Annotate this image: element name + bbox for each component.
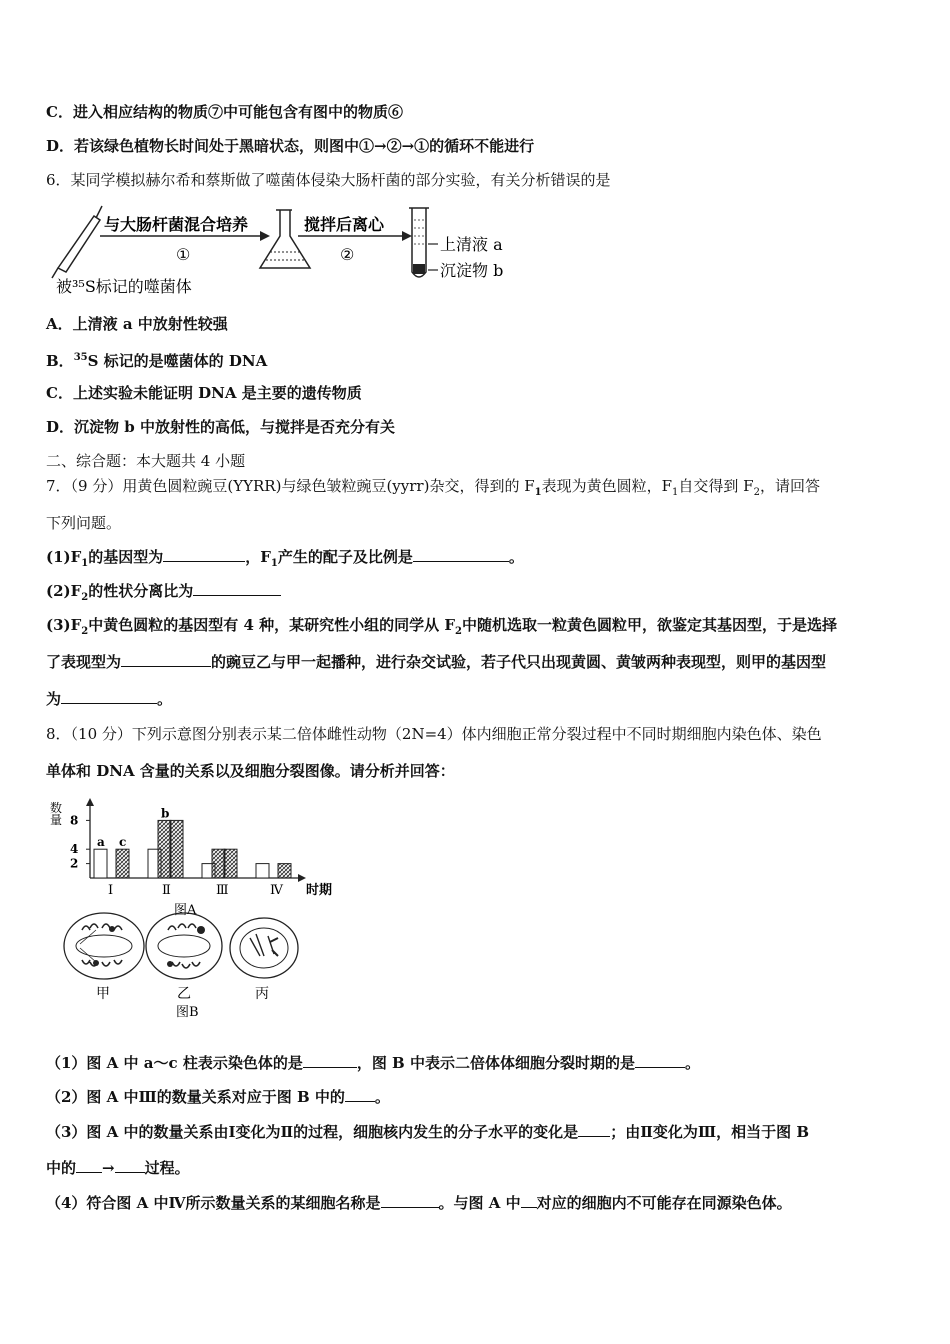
- q7-sub3: $(3)F_2$中黄色圆粒的基因型有 4 种，某研究性小组的同学从 $F_2$中随机选取一粒黄色圆粒甲，欲鉴定其基因型，于是选择: [46, 616, 837, 637]
- bar-b: [212, 849, 225, 878]
- q6-option-a: A．上清液 a 中放射性较强: [46, 315, 228, 333]
- q7-stem-line2: 下列问题。: [46, 514, 122, 532]
- answer-blank[interactable]: [578, 1122, 610, 1137]
- answer-blank[interactable]: [521, 1193, 537, 1208]
- answer-blank[interactable]: [345, 1087, 375, 1102]
- answer-blank[interactable]: [381, 1193, 439, 1208]
- bar-c: [278, 864, 291, 878]
- q6-option-b: B．$^{35}$S 标记的是噬菌体的 DNA: [46, 352, 268, 370]
- q6-option-d: D．沉淀物 b 中放射性的高低，与搅拌是否充分有关: [46, 418, 395, 436]
- figure-a-chart: [44, 796, 354, 920]
- step2-number: ②: [340, 245, 355, 264]
- x-tick-label: Ⅳ: [270, 883, 283, 898]
- bar-c: [224, 849, 237, 878]
- bar-c: [170, 820, 183, 878]
- y-axis-arrow: [86, 798, 94, 806]
- bar-a: [256, 864, 269, 878]
- q7-stem: 7．（9 分）用黄色圆粒豌豆(YYRR)与绿色皱粒豌豆(yyrr)杂交，得到的 $F_1$表现为黄色圆粒，$F_1$自交得到 $F_2$，请回答: [46, 477, 820, 498]
- q7-sub2: $(2)F_2$的性状分离比为: [46, 581, 281, 608]
- x-axis-arrow: [298, 874, 306, 882]
- q8-sub1: （1）图 A 中 a～c 柱表示染色体的是 ，图 B 中表示二倍体体细胞分裂时期的是 。: [46, 1054, 700, 1072]
- bar-b: [158, 820, 171, 878]
- x-tick-label: Ⅲ: [216, 883, 229, 898]
- q6-experiment-figure: [44, 200, 524, 300]
- bar-series-label: c: [119, 835, 127, 850]
- cell-yi: [146, 913, 222, 979]
- bar-a: [94, 849, 107, 878]
- flask-icon: [260, 210, 310, 268]
- q8-sub3-line2: 中的 → 过程。: [46, 1159, 190, 1177]
- answer-blank[interactable]: [635, 1053, 685, 1068]
- q5-option-d: D．若该绿色植物长时间处于黑暗状态，则图中①→②→①的循环不能进行: [46, 137, 535, 155]
- x-tick-label: Ⅰ: [108, 883, 114, 898]
- cell-label: 丙: [255, 986, 269, 1002]
- q6-option-c: C．上述实验未能证明 DNA 是主要的遗传物质: [46, 384, 362, 402]
- cell-jia: [64, 913, 144, 979]
- cell-label: 甲: [96, 986, 110, 1002]
- q5-option-c: C．进入相应结构的物质⑦中可能包含有图中的物质⑥: [46, 103, 403, 121]
- step1-number: ①: [176, 245, 191, 264]
- section-heading: 二、综合题：本大题共 4 小题: [46, 452, 246, 470]
- answer-blank[interactable]: [61, 689, 157, 704]
- answer-blank[interactable]: [303, 1053, 357, 1068]
- y-tick-label: 2: [70, 856, 79, 871]
- phage-label: 被³⁵S标记的噬菌体: [56, 277, 192, 296]
- answer-blank[interactable]: [115, 1158, 145, 1173]
- step1-label: 与大肠杆菌混合培养: [104, 215, 249, 234]
- pipette-icon: [58, 216, 100, 272]
- q8-stem: 8．（10 分）下列示意图分别表示某二倍体雌性动物（2N=4）体内细胞正常分裂过程中不同时期细胞内染色体、染色: [46, 725, 822, 743]
- q6-stem: 6．某同学模拟赫尔希和蔡斯做了噬菌体侵染大肠杆菌的部分实验，有关分析错误的是: [46, 171, 611, 189]
- figure-b-caption: 图B: [176, 1005, 199, 1020]
- figure-b-cells: [60, 908, 310, 1020]
- q7-sub1: $(1)F_1$的基因型为 ，$F_1$产生的配子及比例是 。: [46, 548, 524, 569]
- q8-sub2: （2）图 A 中Ⅲ的数量关系对应于图 B 中的 。: [46, 1088, 390, 1106]
- cell-label: 乙: [177, 986, 191, 1002]
- q7-sub3-line3: 为 。: [46, 690, 173, 708]
- q7-sub3-line2: 了表现型为 的豌豆乙与甲一起播种，进行杂交试验，若子代只出现黄圆、黄皱两种表现型，则甲的基因型: [46, 653, 827, 671]
- y-tick-label: 4: [70, 842, 79, 857]
- answer-blank[interactable]: [76, 1158, 102, 1173]
- x-axis-label: 时期: [306, 883, 333, 898]
- supernatant-label: 上清液 a: [440, 235, 503, 254]
- y-tick-label: 8: [70, 813, 79, 828]
- answer-blank[interactable]: [163, 547, 245, 562]
- answer-blank[interactable]: [193, 581, 281, 596]
- bar-series-label: b: [161, 806, 170, 821]
- answer-blank[interactable]: [413, 547, 509, 562]
- bar-series-label: a: [97, 835, 105, 850]
- q8-stem-line2: 单体和 DNA 含量的关系以及细胞分裂图像。请分析并回答：: [46, 762, 455, 780]
- cell-bing: [230, 918, 298, 978]
- step2-label: 搅拌后离心: [304, 215, 385, 234]
- q8-sub4: （4）符合图 A 中Ⅳ所示数量关系的某细胞名称是 。与图 A 中 对应的细胞内不可能存在同源染色体。: [46, 1194, 792, 1212]
- y-axis-label: 量: [50, 813, 63, 827]
- answer-blank[interactable]: [121, 652, 211, 667]
- sediment-label: 沉淀物 b: [440, 261, 504, 280]
- y-axis-label: 数: [50, 801, 63, 815]
- bar-c: [116, 849, 129, 878]
- q8-sub3: （3）图 A 中的数量关系由Ⅰ变化为Ⅱ的过程，细胞核内发生的分子水平的变化是 ；由Ⅱ变化为Ⅲ，相当于图 B: [46, 1123, 809, 1141]
- x-tick-label: Ⅱ: [162, 883, 171, 898]
- chart-title: 图A: [174, 903, 197, 918]
